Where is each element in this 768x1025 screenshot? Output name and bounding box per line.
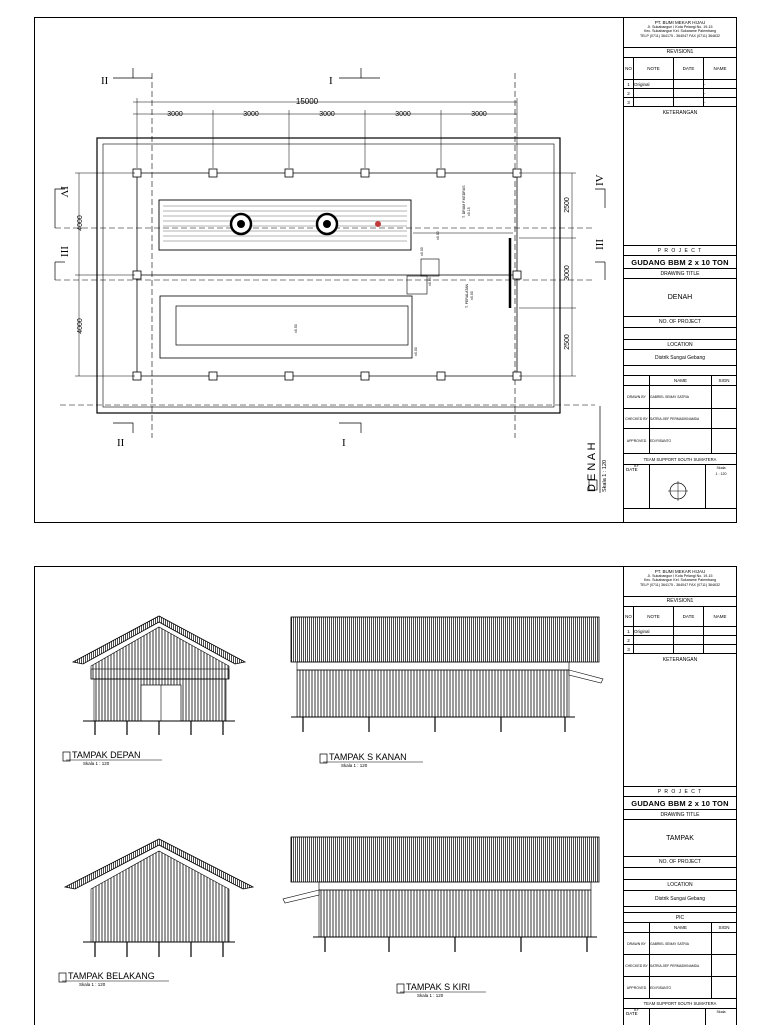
rev-row-no: 1 [624, 80, 634, 88]
company-name: PT. BUMI MEKAR HIJAU [654, 20, 706, 25]
revision-header [624, 607, 736, 627]
checked-by-sign [712, 409, 736, 428]
team: TEAM SUPPORT SOUTH SUMATERA [624, 454, 736, 465]
scale-tampak-s-kanan: Skala 1 : 120 [341, 763, 368, 768]
signoff-blank [624, 376, 650, 385]
annotation-platform: ±0.50 [294, 324, 298, 333]
annotation-drum: T. DRUM P.KEDRUS [462, 185, 466, 218]
rev-row-name: - [704, 82, 706, 87]
annotation-level-2: ±0.00 [420, 247, 424, 256]
rev-row-note: Original [634, 627, 674, 635]
drawing-title-label: DRAWING TITLE [624, 810, 736, 820]
approved-by-sign [712, 977, 736, 998]
drawn-by-sign [712, 386, 736, 408]
company-info [624, 567, 736, 597]
date-row [624, 465, 736, 509]
no-of-project-value [624, 328, 736, 340]
approved-by-sign [712, 429, 736, 453]
drawn-by-value: GABRIEL SEMAY SATRIA [650, 386, 712, 408]
company-phone: TELP (0711) 364175 - 364047 FAX (0711) 364632 [639, 33, 721, 38]
north-arrow-icon [668, 481, 688, 501]
scale-label: Skala [716, 1010, 726, 1014]
approved-by-value: EDI RISANTO [650, 429, 712, 453]
dim-left-2: 4000 [77, 318, 84, 334]
project-name: GUDANG BBM 2 x 10 TON [624, 797, 736, 810]
date-label: DATE [624, 1009, 650, 1025]
rev-row-note [634, 89, 674, 97]
location-label: LOCATION [624, 340, 736, 350]
section-mark-bottom-left: II [117, 437, 125, 449]
drawing-label-denah: D E N A H [586, 442, 598, 492]
fuel-tank-symbol [159, 200, 411, 250]
company-address-2: Kec. Sukabangun Kel. Sukarame Palembang [643, 578, 717, 583]
company-phone: TELP (0711) 364175 - 364047 FAX (0711) 364632 [639, 582, 721, 587]
elevation-left [283, 837, 599, 952]
revision-row [624, 89, 736, 98]
rev-col-name: NAME [713, 66, 727, 71]
dim-right-1: 2500 [564, 197, 571, 213]
rev-col-note: NOTE [634, 607, 674, 626]
keterangan: KETERANGAN [624, 654, 736, 787]
rev-row-date [674, 636, 704, 644]
annotation-level-6: ±0.00 [436, 231, 440, 240]
elevation-right [291, 617, 603, 732]
rev-col-no: NO [624, 607, 634, 626]
project-label: P R O J E C T [624, 787, 736, 797]
location-label: LOCATION [624, 880, 736, 891]
annotation-level-1: ±0.15 [467, 207, 471, 216]
north-arrow-cell [650, 1009, 706, 1025]
checked-by-label: CHECKED BY [624, 955, 650, 976]
dim-top-2: 3000 [243, 111, 259, 118]
pic-label: PIC [624, 913, 736, 923]
rev-row-name [704, 636, 736, 644]
rev-col-date: DATE [674, 607, 704, 626]
dim-total: 15000 [295, 97, 319, 106]
checked-by-sign [712, 955, 736, 976]
title-block [623, 567, 736, 1025]
project-name: GUDANG BBM 2 x 10 TON [624, 256, 736, 269]
dim-right-2: 3000 [564, 265, 571, 281]
dim-left-1: 4000 [77, 215, 84, 231]
section-mark-top-left: II [101, 75, 109, 87]
dim-top-1: 3000 [167, 111, 183, 118]
location-value: Distrik Sungai Gebang [624, 891, 736, 907]
dim-right-3: 2500 [564, 334, 571, 350]
section-mark-left-upper: IV [58, 186, 70, 198]
pic-row [624, 366, 736, 376]
revision-row [624, 636, 736, 645]
revision-row [624, 80, 736, 89]
no-of-project-value [624, 868, 736, 880]
rev-row-date [674, 98, 704, 106]
scale-tampak-depan: Skala 1 : 120 [83, 761, 110, 766]
rev-row-name [704, 645, 736, 653]
checked-by-row [624, 409, 736, 429]
label-tampak-s-kiri: TAMPAK S KIRI [406, 982, 471, 992]
company-address-1: Jl. Sukabangun I Kota Pelangi No. 19-15 [647, 574, 713, 579]
revision-row [624, 98, 736, 107]
signoff-header [624, 923, 736, 933]
rev-row-note [634, 636, 674, 644]
company-address-1: Jl. Sukabangun I Kota Pelangi No. 19-15 [647, 25, 713, 30]
drawing-title: TAMPAK [624, 820, 736, 857]
section-mark-top-right: I [329, 75, 333, 87]
rev-row-no: 2 [624, 636, 634, 644]
drawing-title: DENAH [624, 279, 736, 317]
scale-value: 1 : 120 [715, 472, 727, 476]
rev-col-name: NAME [713, 614, 727, 619]
annotation-peralatan: T. PERALATAN [465, 284, 469, 308]
scale-label: Skala [716, 466, 726, 470]
section-mark-right-upper: IV [594, 174, 606, 186]
signoff-blank [624, 923, 650, 932]
elevation-back [65, 839, 253, 957]
revision-title: REVISION1 [624, 48, 736, 58]
rev-row-note [634, 645, 674, 653]
rev-row-name: - [704, 100, 706, 105]
rev-col-no: NO [624, 58, 634, 79]
sheet-denah [34, 17, 737, 523]
approved-by-label: APPROVED BY [624, 429, 650, 453]
label-tampak-s-kanan: TAMPAK S KANAN [329, 752, 407, 762]
location-value: Distrik Sungai Gebang [624, 350, 736, 366]
section-mark-right-lower: III [594, 239, 606, 250]
dim-top-5: 3000 [471, 111, 487, 118]
rev-row-date [674, 645, 704, 653]
project-label: P R O J E C T [624, 246, 736, 256]
drawing-title-label: DRAWING TITLE [624, 269, 736, 279]
revision-title: REVISION1 [624, 597, 736, 607]
revision-row [624, 645, 736, 654]
rev-row-note: Original [634, 80, 674, 88]
rev-row-note [634, 98, 674, 106]
scale-cell [706, 465, 736, 508]
company-info [624, 18, 736, 48]
annotation-level-5: ±0.00 [470, 291, 474, 300]
annotation-level-4: ±0.00 [414, 347, 418, 356]
drawn-by-label: DRAWN BY [624, 933, 650, 954]
section-mark-left-lower: III [58, 246, 70, 257]
drawn-by-row [624, 933, 736, 955]
rev-col-date: DATE [674, 58, 704, 79]
checked-by-label: CHECKED BY [624, 409, 650, 428]
drawing-scale-denah: Skala 1 : 120 [602, 459, 608, 492]
approved-by-value: EDI RISANTO [650, 977, 712, 998]
company-name: PT. BUMI MEKAR HIJAU [654, 569, 706, 574]
signoff-col-name: NAME [650, 923, 712, 932]
annotation-level-3: ±0.00 [428, 277, 432, 286]
team: TEAM SUPPORT SOUTH SUMATERA [624, 999, 736, 1009]
rev-row-date [674, 89, 704, 97]
dim-top-4: 3000 [395, 111, 411, 118]
signoff-col-sign: SIGN [718, 925, 730, 930]
date-label: DATE [624, 465, 650, 508]
approved-by-label: APPROVED BY [624, 977, 650, 998]
signoff-col-name: NAME [650, 376, 712, 385]
revision-header [624, 58, 736, 80]
north-arrow-cell [650, 465, 706, 508]
keterangan: KETERANGAN [624, 107, 736, 246]
section-mark-bottom-right: I [342, 437, 346, 449]
checked-by-value: SATRIA JIEF PERMADIKNAMDA [650, 409, 712, 428]
rev-row-name: - [704, 91, 706, 96]
dim-top-3: 3000 [319, 111, 335, 118]
rev-row-date [674, 80, 704, 88]
sheet-tampak [34, 566, 737, 1025]
rev-row-date [674, 627, 704, 635]
rev-row-no: 1 [624, 627, 634, 635]
company-address-2: Kec. Sukabangun Kel. Sukarame Palembang [643, 29, 717, 34]
signoff-col-sign: SIGN [718, 378, 730, 383]
no-of-project-label: NO. OF PROJECT [624, 857, 736, 868]
label-tampak-belakang: TAMPAK BELAKANG [68, 971, 155, 981]
checked-by-value: SATRIA JIEF PERMADIKNAMDA [650, 955, 712, 976]
rev-col-note: NOTE [634, 58, 674, 79]
revision-row [624, 627, 736, 636]
floor-plan-drawing [35, 18, 623, 522]
checked-by-row [624, 955, 736, 977]
rev-row-no: 3 [624, 645, 634, 653]
rev-row-no: 3 [624, 98, 634, 106]
date-row [624, 1009, 736, 1025]
title-block [623, 18, 736, 522]
rev-row-name [704, 627, 736, 635]
drawn-by-row [624, 386, 736, 409]
elevation-front [73, 616, 245, 735]
label-tampak-depan: TAMPAK DEPAN [72, 750, 141, 760]
elevation-drawings [35, 567, 623, 1025]
no-of-project-label: NO. OF PROJECT [624, 317, 736, 328]
scale-tampak-s-kiri: Skala 1 : 120 [417, 993, 444, 998]
rev-row-no: 2 [624, 89, 634, 97]
scale-tampak-belakang: Skala 1 : 120 [79, 982, 106, 987]
drawn-by-label: DRAWN BY [624, 386, 650, 408]
drawn-by-value: GABRIEL SEMAY SATRIA [650, 933, 712, 954]
drawn-by-sign [712, 933, 736, 954]
signoff-header [624, 376, 736, 386]
